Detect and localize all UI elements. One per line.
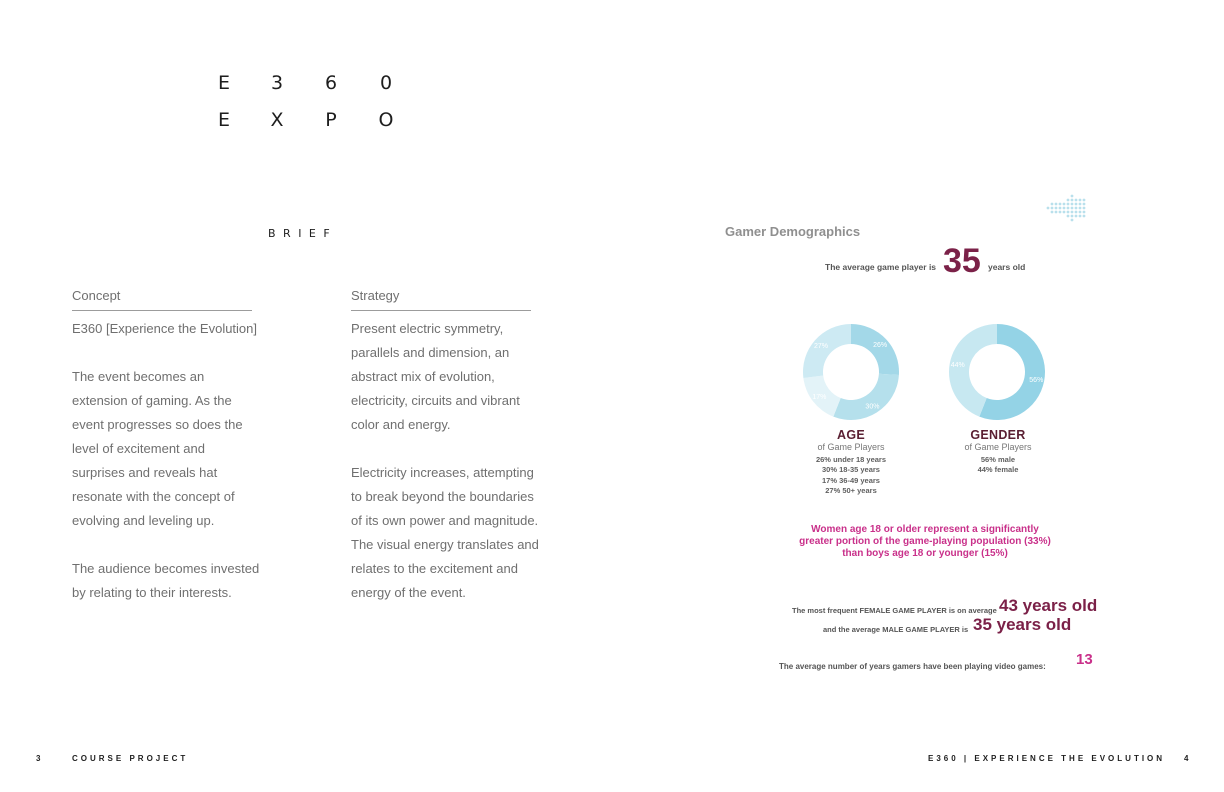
strategy-line: of its own power and magnitude. <box>351 513 539 528</box>
gender-donut-chart <box>947 322 1047 422</box>
strategy-line: energy of the event. <box>351 585 466 600</box>
age-slice <box>833 374 899 420</box>
strategy-line: to break beyond the boundaries <box>351 489 534 504</box>
strategy-line: parallels and dimension, an <box>351 345 510 360</box>
male-prefix <box>823 619 968 637</box>
male-age-value: 35 years old <box>973 615 1072 634</box>
title-letter: P <box>325 109 337 131</box>
age-legend-line: 26% under 18 years <box>815 455 887 464</box>
avg-prefix-text: The average game player is <box>825 262 937 272</box>
title-letter: E <box>217 109 230 131</box>
gender-slice-label: 56% <box>1029 376 1044 384</box>
gender-heading: GENDER <box>970 428 1026 442</box>
concept-line: surprises and reveals hat <box>72 465 218 480</box>
gender-legend <box>928 428 1068 476</box>
gender-legend-line: 56% male <box>980 455 1016 464</box>
strategy-line: relates to the excitement and <box>351 561 518 576</box>
concept-line: level of excitement and <box>72 441 205 456</box>
strategy-line: The visual energy translates and <box>351 537 539 552</box>
avg-age-value: 35 <box>943 242 981 280</box>
concept-line: by relating to their interests. <box>72 585 232 600</box>
strategy-line: Electricity increases, attempting <box>351 465 534 480</box>
women-note-line: Women age 18 or older represent a significantly <box>811 524 1039 535</box>
age-legend-line: 27% 50+ years <box>825 485 877 495</box>
avg-prefix <box>825 257 936 275</box>
title-letter: 3 <box>270 72 284 94</box>
strategy-line: color and energy. <box>351 417 451 432</box>
page-number-right: 4 <box>1184 754 1192 763</box>
female-prefix <box>792 600 997 618</box>
concept-line: extension of gaming. As the <box>72 393 232 408</box>
years-value: 13 <box>1076 651 1093 668</box>
strategy-heading: Strategy <box>351 288 531 311</box>
title-letter: O <box>378 109 394 131</box>
page-number-left: 3 <box>36 754 44 763</box>
strategy-line: electricity, circuits and vibrant <box>351 393 520 408</box>
gender-slice-label: 44% <box>950 362 965 370</box>
female-prefix-text: The most frequent FEMALE GAME PLAYER is on average <box>792 606 997 615</box>
women-note <box>780 524 1070 560</box>
strategy-line: abstract mix of evolution, <box>351 369 495 384</box>
avg-suffix <box>988 257 1025 275</box>
gender-subheading: of Game Players <box>964 442 1032 452</box>
women-note-line: than boys age 18 or younger (15%) <box>842 548 1008 559</box>
footer-left-text: COURSE PROJECT <box>72 754 189 763</box>
age-slice-label: 27% <box>813 343 829 351</box>
years-prefix-text: The average number of years gamers have been playing video games: <box>779 662 1046 671</box>
age-legend <box>781 428 921 496</box>
concept-line: event progresses so does the <box>72 417 243 432</box>
age-slice <box>851 324 899 375</box>
footer-right-text: E360 | EXPERIENCE THE EVOLUTION <box>928 754 1166 763</box>
age-legend-line: 17% 36-49 years <box>822 475 880 485</box>
male-prefix-text: and the average MALE GAME PLAYER is <box>823 625 969 634</box>
age-legend-line: 30% 18-35 years <box>822 465 880 475</box>
demographics-title: Gamer Demographics <box>725 224 861 239</box>
gender-legend-line: 44% female <box>977 465 1019 475</box>
concept-line: resonate with the concept of <box>72 489 235 504</box>
dotted-arrow-icon <box>1044 192 1092 224</box>
concept-body <box>72 317 282 605</box>
concept-heading: Concept <box>72 288 252 311</box>
concept-line: The event becomes an <box>72 369 205 384</box>
section-label-brief: BRIEF <box>268 227 338 240</box>
women-note-line: greater portion of the game-playing population (33%) <box>799 536 1051 547</box>
concept-line: evolving and leveling up. <box>72 513 215 528</box>
age-subheading: of Game Players <box>817 442 885 452</box>
age-slice-label: 30% <box>865 403 880 411</box>
age-slice-label: 17% <box>812 394 827 402</box>
title-letter: 6 <box>324 72 338 94</box>
concept-line: The audience becomes invested <box>72 561 260 576</box>
age-heading: AGE <box>837 428 865 442</box>
age-slice-label: 26% <box>873 342 888 350</box>
strategy-line: Present electric symmetry, <box>351 321 504 336</box>
strategy-body <box>351 317 571 605</box>
years-prefix <box>779 656 1046 674</box>
age-slice <box>803 324 851 378</box>
concept-name: E360 [Experience the Evolution] <box>72 321 258 336</box>
title-letter: X <box>270 109 284 131</box>
age-donut-chart <box>801 322 901 422</box>
avg-suffix-text: years old <box>988 262 1026 272</box>
female-age-value: 43 years old <box>999 596 1098 615</box>
title-letter: E <box>217 72 230 94</box>
title-letter: 0 <box>379 72 393 94</box>
